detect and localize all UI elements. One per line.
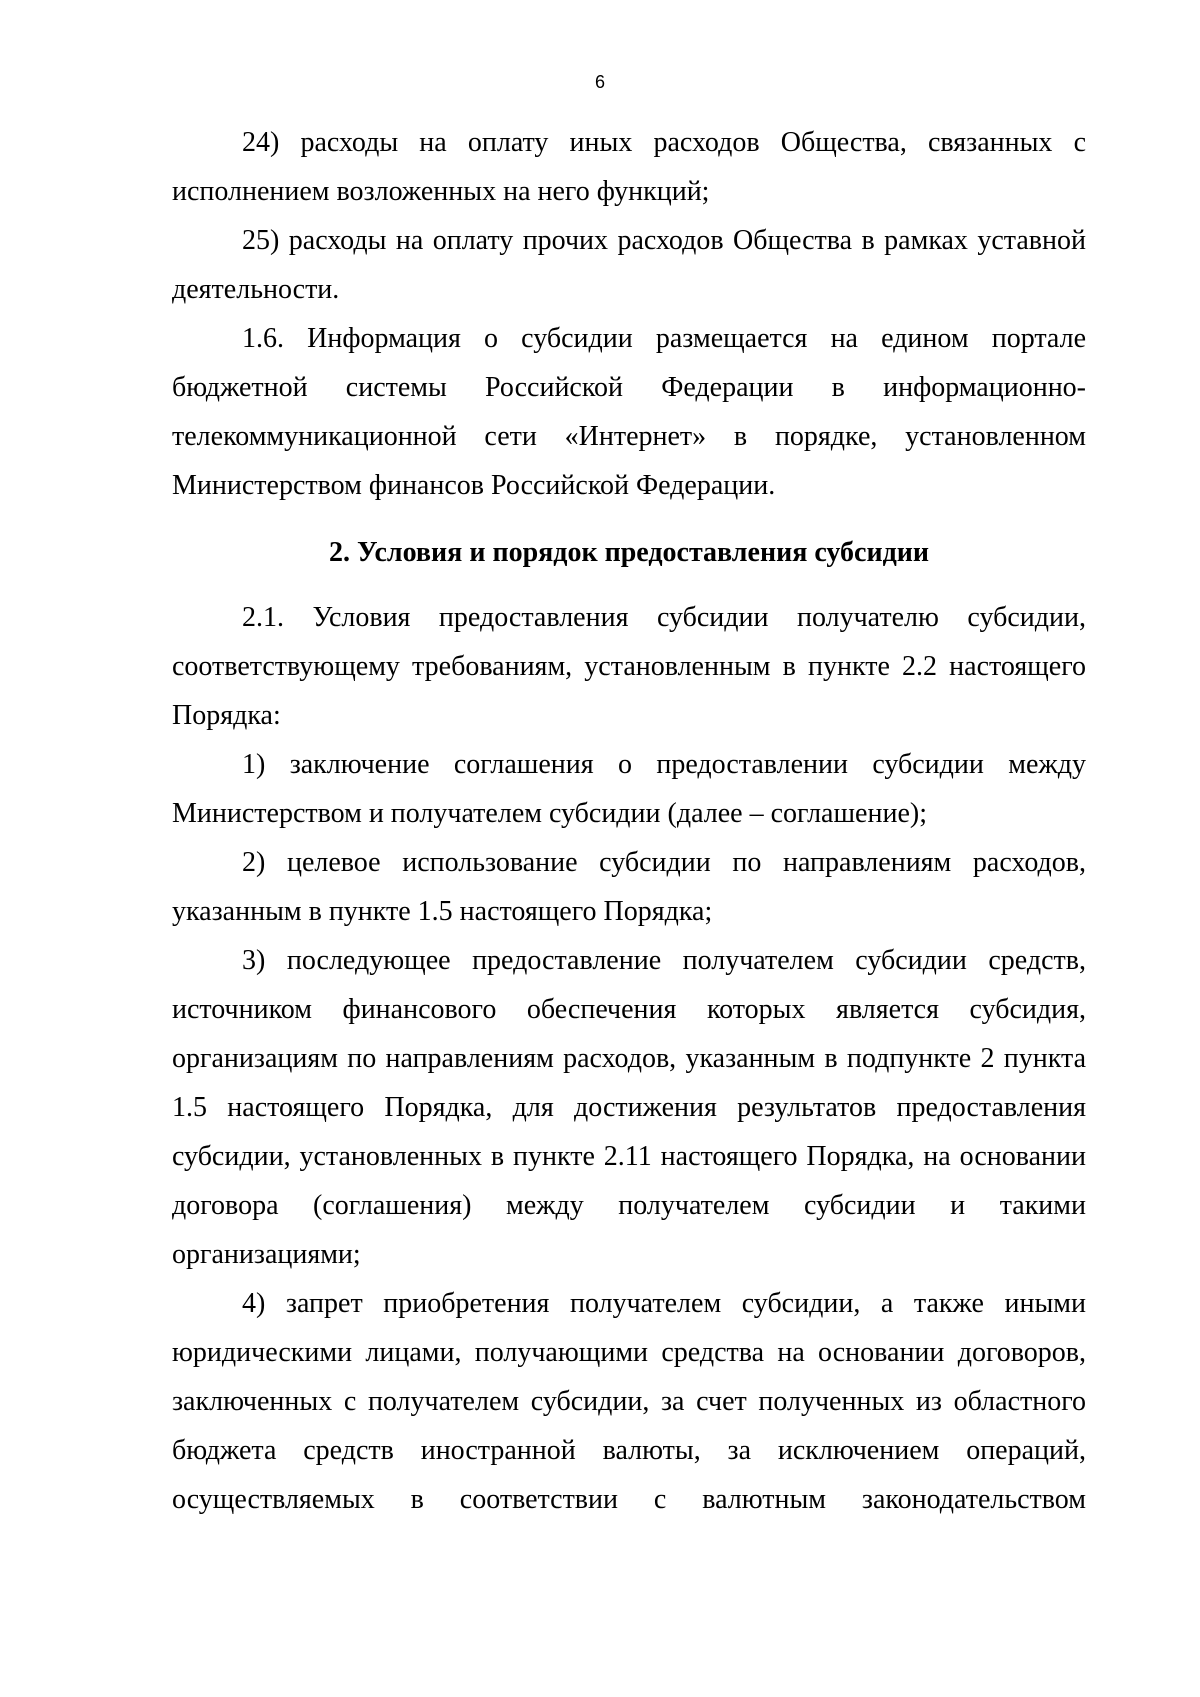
paragraph-condition-2: 2) целевое использование субсидии по направлениям расходов, указанным в пункте 1.5 настоящего Порядка; <box>172 847 1086 927</box>
paragraph-2-1: 2.1. Условия предоставления субсидии получателю субсидии, соответствующему требованиям, установленным в пункте 2.2 настоящего Порядка: <box>172 602 1086 731</box>
paragraph-condition-1: 1) заключение соглашения о предоставлении субсидии между Министерством и получателем субсидии (далее – соглашение); <box>172 749 1086 829</box>
page-number: 6 <box>594 72 605 92</box>
paragraph-item-24: 24) расходы на оплату иных расходов Общества, связанных с исполнением возложенных на него функций; <box>172 127 1086 207</box>
section-heading: 2. Условия и порядок предоставления субсидии <box>328 537 930 568</box>
paragraph-item-25: 25) расходы на оплату прочих расходов Общества в рамках уставной деятельности. <box>172 225 1086 305</box>
document-body <box>172 118 1086 1524</box>
paragraph-condition-4: 4) запрет приобретения получателем субсидии, а также иными юридическими лицами, получающими средства на основании договоров, заключенных с получателем субсидии, за счет полученных из областного бюджета средств иностранной валюты, за исключением операций, осуществляемых в соответствии с валютным законодательством <box>172 1288 1086 1515</box>
paragraph-1-6: 1.6. Информация о субсидии размещается на едином портале бюджетной системы Российской Федерации в информационно-телекоммуникационной сети «Интернет» в порядке, установленном Министерством финансов Российской Федерации. <box>172 323 1086 501</box>
paragraph-condition-3: 3) последующее предоставление получателем субсидии средств, источником финансового обеспечения которых является субсидия, организациям по направлениям расходов, указанным в подпункте 2 пункта 1.5 настоящего Порядка, для достижения результатов предоставления субсидии, установленных в пункте 2.11 настоящего Порядка, на основании договора (соглашения) между получателем субсидии и такими организациями; <box>172 945 1086 1270</box>
